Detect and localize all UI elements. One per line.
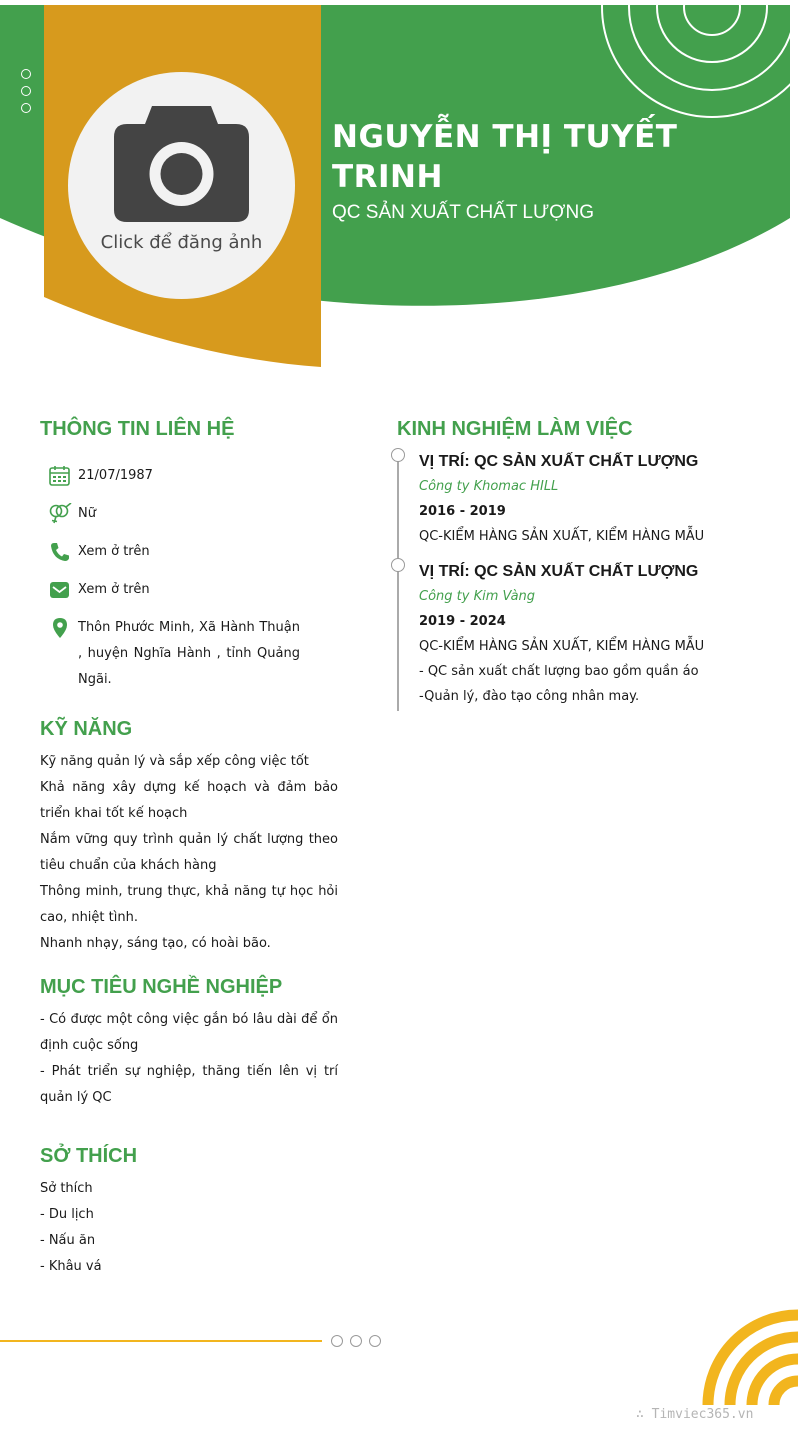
experience-line: QC-KIỂM HÀNG SẢN XUẤT, KIỂM HÀNG MẪU	[419, 639, 705, 654]
list-item: Nắm vững quy trình quản lý chất lượng theo tiêu chuẩn của khách hàng	[40, 832, 338, 873]
list-item: - Có được một công việc gắn bó lâu dài để ổn định cuộc sống	[40, 1012, 338, 1053]
footer-arcs-icon	[708, 1315, 798, 1405]
list-item: Kỹ năng quản lý và sắp xếp công việc tốt	[40, 754, 309, 769]
experience-line: - QC sản xuất chất lượng bao gồm quần áo	[419, 664, 699, 679]
experience-company: Công ty Khomac HILL	[419, 479, 559, 494]
objective-list	[40, 1007, 338, 1111]
gender-icon	[48, 503, 72, 525]
contact-address	[48, 615, 308, 693]
decorative-dots-vertical	[21, 69, 31, 120]
skills-list	[40, 749, 338, 957]
experience-item	[419, 449, 749, 549]
gender-value: Nữ	[78, 506, 96, 521]
list-item: - Phát triển sự nghiệp, thăng tiến lên vị trí quản lý QC	[40, 1064, 338, 1105]
timeline-dot	[391, 558, 405, 572]
list-item: - Nấu ăn	[40, 1233, 96, 1248]
experience-period: 2016 - 2019	[419, 504, 506, 519]
objective-section-title: MỤC TIÊU NGHỀ NGHIỆP	[40, 976, 283, 998]
contact-birthday	[48, 463, 308, 489]
birthday-value: 21/07/1987	[78, 468, 153, 483]
timeline-dot	[391, 448, 405, 462]
experience-item	[419, 559, 749, 709]
phone-icon	[48, 541, 72, 563]
list-item: Thông minh, trung thực, khả năng tự học hỏi cao, nhiệt tình.	[40, 884, 338, 925]
list-item: - Khâu vá	[40, 1259, 102, 1274]
avatar-upload[interactable]	[68, 72, 295, 299]
email-icon	[48, 579, 72, 601]
hobbies-section-title: SỞ THÍCH	[40, 1145, 138, 1167]
candidate-job-title: QC SẢN XUẤT CHẤT LƯỢNG	[332, 202, 594, 223]
experience-line: -Quản lý, đào tạo công nhân may.	[419, 689, 640, 704]
contact-phone	[48, 539, 308, 565]
calendar-icon	[48, 465, 72, 487]
email-value: Xem ở trên	[78, 582, 150, 597]
list-item: Sở thích	[40, 1181, 93, 1196]
skills-section-title: KỸ NĂNG	[40, 718, 133, 740]
decorative-dots-horizontal	[331, 1335, 388, 1347]
address-value: Thôn Phước Minh, Xã Hành Thuận , huyện Nghĩa Hành , tỉnh Quảng Ngãi.	[78, 620, 300, 687]
upload-photo-label: Click để đăng ảnh	[100, 232, 263, 253]
camera-icon	[114, 106, 249, 222]
experience-position: VỊ TRÍ: QC SẢN XUẤT CHẤT LƯỢNG	[419, 563, 699, 580]
phone-value: Xem ở trên	[78, 544, 150, 559]
experience-section-title: KINH NGHIỆM LÀM VIỆC	[397, 418, 633, 440]
hobbies-list	[40, 1176, 338, 1280]
experience-period: 2019 - 2024	[419, 614, 506, 629]
experience-timeline	[397, 453, 399, 711]
footer-brand: ∴ Timviec365.vn	[636, 1407, 754, 1422]
list-item: - Du lịch	[40, 1207, 94, 1222]
list-item: Khả năng xây dựng kế hoạch và đảm bảo triển khai tốt kế hoạch	[40, 780, 338, 821]
candidate-name: NGUYỄN THỊ TUYẾT TRINH	[332, 119, 678, 195]
experience-company: Công ty Kim Vàng	[419, 589, 536, 604]
contact-section-title: THÔNG TIN LIÊN HỆ	[40, 418, 235, 440]
experience-position: VỊ TRÍ: QC SẢN XUẤT CHẤT LƯỢNG	[419, 453, 699, 470]
contact-email	[48, 577, 308, 603]
experience-line: QC-KIỂM HÀNG SẢN XUẤT, KIỂM HÀNG MẪU	[419, 529, 705, 544]
map-pin-icon	[48, 617, 72, 639]
footer-divider	[0, 1340, 322, 1342]
contact-gender	[48, 501, 308, 527]
list-item: Nhanh nhạy, sáng tạo, có hoài bão.	[40, 936, 271, 951]
